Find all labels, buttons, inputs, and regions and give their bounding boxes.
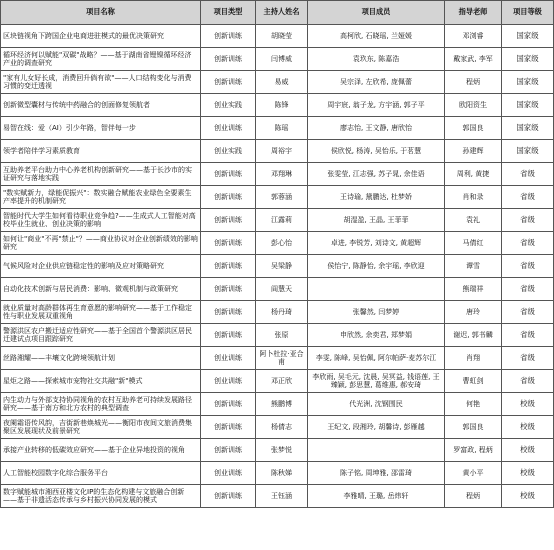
project-name-cell: 气候风险对企业供应链稳定性的影响及应对策略研究 <box>1 255 201 278</box>
level-cell: 省级 <box>502 370 554 393</box>
members-cell <box>308 278 445 301</box>
table-row <box>1 301 554 324</box>
leader-cell: 江露莉 <box>256 209 308 232</box>
members-cell: 卓进, 李锐芳, 刘诗文, 黄超辉 <box>308 232 445 255</box>
project-name-cell: 领学者陪伴学习素质教育 <box>1 140 201 163</box>
table-row <box>1 232 554 255</box>
table-body <box>1 25 554 508</box>
project-name-cell: 智能时代大学生如何看待职业竞争趋?——生成式人工智能对高校毕业生就业、创业决策的影响 <box>1 209 201 232</box>
members-cell: 王诗瑜, 黛鹏达, 杜梦娇 <box>308 186 445 209</box>
members-cell: 吴宗泽, 左欣希, 庞佩蕾 <box>308 71 445 94</box>
level-cell: 校级 <box>502 393 554 416</box>
mentor-cell: 黄小平 <box>445 462 502 485</box>
project-name-cell: 创新微型囊材与传统中药融合的创面修复领航者 <box>1 94 201 117</box>
members-cell: 张雯莹, 江志强, 苏子晁, 余佳语 <box>308 163 445 186</box>
table-row <box>1 324 554 347</box>
table-row <box>1 370 554 393</box>
project-type-cell: 创新训练 <box>201 301 256 324</box>
mentor-cell: 程炳 <box>445 71 502 94</box>
project-name-cell: 警源洪区农户搬迁适应性研究——基于全国首个警源洪区居民迁建试点项目跟踪研究 <box>1 324 201 347</box>
mentor-cell: 唐玲 <box>445 301 502 324</box>
header-leader: 主持人姓名 <box>256 1 308 25</box>
leader-cell: 闫博威 <box>256 48 308 71</box>
leader-cell: 王钰涵 <box>256 485 308 508</box>
level-cell: 国家级 <box>502 140 554 163</box>
mentor-cell: 郭国良 <box>445 416 502 439</box>
table-row <box>1 140 554 163</box>
project-name-cell: 夜阑霜语传风韵，吉街新巷焕城光——衡阳市夜间文旅消费集聚区发展现状及前景研究 <box>1 416 201 439</box>
project-type-cell: 创新训练 <box>201 71 256 94</box>
leader-cell: 阎慧天 <box>256 278 308 301</box>
header-level: 项目等级 <box>502 1 554 25</box>
table-row <box>1 462 554 485</box>
leader-cell: 吴梁静 <box>256 255 308 278</box>
table-row <box>1 485 554 508</box>
leader-cell: 周裕宇 <box>256 140 308 163</box>
project-name-cell: 互助养老平台助力中心养老机构创新研究——基于长沙市的实证研究与落地实践 <box>1 163 201 186</box>
mentor-cell: 袁礼 <box>445 209 502 232</box>
leader-cell: 邓翔琳 <box>256 163 308 186</box>
table-row <box>1 393 554 416</box>
members-cell: 侯欣悦, 杨涛, 吴怡乐, 于茗慧 <box>308 140 445 163</box>
leader-cell: 阿卜杜拉·亚合甫 <box>256 347 308 370</box>
members-cell: 陈子铭, 周坤雅, 邵雷琦 <box>308 462 445 485</box>
members-cell: 李雅晴, 王璐, 岳炜轩 <box>308 485 445 508</box>
leader-cell: 杨丹琦 <box>256 301 308 324</box>
leader-cell: 陈锋 <box>256 94 308 117</box>
project-type-cell: 创新训练 <box>201 278 256 301</box>
mentor-cell: 孙建辉 <box>445 140 502 163</box>
leader-cell: 张梦悦 <box>256 439 308 462</box>
project-type-cell: 创新训练 <box>201 25 256 48</box>
table-row <box>1 117 554 140</box>
leader-cell: 陈瑶 <box>256 117 308 140</box>
table-row <box>1 255 554 278</box>
mentor-cell: 肖翔 <box>445 347 502 370</box>
table-row <box>1 209 554 232</box>
project-type-cell: 创新训练 <box>201 163 256 186</box>
level-cell: 国家级 <box>502 94 554 117</box>
level-cell: 省级 <box>502 347 554 370</box>
table-row <box>1 48 554 71</box>
table-row <box>1 163 554 186</box>
project-name-cell: 丝路湘耀——丰壤文化跨境领航计划 <box>1 347 201 370</box>
leader-cell: 陈秋娣 <box>256 462 308 485</box>
project-type-cell: 创业实践 <box>201 140 256 163</box>
project-type-cell: 创新训练 <box>201 324 256 347</box>
members-cell: 高柯欣, 石晓瑶, 兰娅媛 <box>308 25 445 48</box>
members-cell: 申欣然, 余奕君, 郑梦娟 <box>308 324 445 347</box>
project-name-cell: 人工智能校园数字化综合服务平台 <box>1 462 201 485</box>
table-row <box>1 94 554 117</box>
mentor-cell: 邓浏睿 <box>445 25 502 48</box>
members-cell: 张馨然, 闫梦婷 <box>308 301 445 324</box>
level-cell: 国家级 <box>502 117 554 140</box>
table-row <box>1 439 554 462</box>
leader-cell: 张原 <box>256 324 308 347</box>
table-header-row <box>1 1 554 25</box>
project-type-cell: 创新训练 <box>201 393 256 416</box>
leader-cell: 杨倩志 <box>256 416 308 439</box>
leader-cell: 易威 <box>256 71 308 94</box>
mentor-cell: 肖和录 <box>445 186 502 209</box>
project-name-cell: 就业质量对高龄群体再生育意愿的影响研究——基于工作稳定性与职业发展双重视角 <box>1 301 201 324</box>
level-cell: 省级 <box>502 232 554 255</box>
project-name-cell: 星炬之路——探索城市宠物社交共融"新"模式 <box>1 370 201 393</box>
leader-cell: 胡晓莹 <box>256 25 308 48</box>
project-type-cell: 创业训练 <box>201 462 256 485</box>
members-cell: 廖志怡, 王文静, 唐欣怡 <box>308 117 445 140</box>
project-type-cell: 创业训练 <box>201 117 256 140</box>
level-cell: 校级 <box>502 416 554 439</box>
mentor-cell: 戴家武, 李军 <box>445 48 502 71</box>
mentor-cell: 熊瑞祥 <box>445 278 502 301</box>
mentor-cell: 何艳 <box>445 393 502 416</box>
members-cell: 胡湿盈, 王晶, 王菲菲 <box>308 209 445 232</box>
project-type-cell: 创业训练 <box>201 370 256 393</box>
level-cell: 国家级 <box>502 25 554 48</box>
project-type-cell: 创新训练 <box>201 439 256 462</box>
leader-cell: 郭蓉涵 <box>256 186 308 209</box>
mentor-cell: 马倩红 <box>445 232 502 255</box>
table-row <box>1 186 554 209</box>
level-cell: 省级 <box>502 163 554 186</box>
leader-cell: 邓正欣 <box>256 370 308 393</box>
project-type-cell: 创新训练 <box>201 209 256 232</box>
members-cell: 侯怡宁, 陈静怡, 余宇瑶, 李欣迎 <box>308 255 445 278</box>
level-cell: 校级 <box>502 462 554 485</box>
table-row <box>1 278 554 301</box>
table-row <box>1 71 554 94</box>
project-name-cell: 如何让"商业"不再"禁止"？——商业协议对企业创新绩效的影响研究 <box>1 232 201 255</box>
project-type-cell: 创业实践 <box>201 94 256 117</box>
mentor-cell: 周利, 黄捷 <box>445 163 502 186</box>
project-type-cell: 创新训练 <box>201 232 256 255</box>
table-row <box>1 416 554 439</box>
project-type-cell: 创新训练 <box>201 48 256 71</box>
members-cell <box>308 439 445 462</box>
header-project-name: 项目名称 <box>1 1 201 25</box>
members-cell: 李雯, 陈峰, 吴怡佩, 阿尔帕萨·麦苏尔江 <box>308 347 445 370</box>
mentor-cell: 罗富政, 程炳 <box>445 439 502 462</box>
level-cell: 省级 <box>502 278 554 301</box>
level-cell: 国家级 <box>502 71 554 94</box>
project-name-cell: 承接产业转移的低碳效应研究——基于企业异地投资的视角 <box>1 439 201 462</box>
members-cell: 周宇宸, 翁子龙, 方宇涵, 郭子平 <box>308 94 445 117</box>
mentor-cell: 谢迟, 郭书麟 <box>445 324 502 347</box>
project-type-cell: 创新训练 <box>201 255 256 278</box>
header-mentor: 指导老师 <box>445 1 502 25</box>
header-members: 项目成员 <box>308 1 445 25</box>
level-cell: 省级 <box>502 324 554 347</box>
members-cell: 李欣雨, 吴毛元, 沈晨, 吴冥益, 钱语莲, 王臻颖, 彭思慧, 葛维惠, 郝安琦 <box>308 370 445 393</box>
mentor-cell: 曹虹剑 <box>445 370 502 393</box>
mentor-cell: 程炳 <box>445 485 502 508</box>
project-name-cell: 数字赋能城市湘西亚楼文化IP的生态化构建与文旅融合创新——基于非遗活态传承与乡村振兴协同发展的模式 <box>1 485 201 508</box>
project-name-cell: 区块链视角下跨国企业电商进驻模式的最优决策研究 <box>1 25 201 48</box>
members-cell: 王纪文, 段湘玲, 胡馨诗, 彭雁越 <box>308 416 445 439</box>
leader-cell: 彭心怡 <box>256 232 308 255</box>
project-name-cell: "家有儿女好长成，消费回升倘有欲"——人口结构变化与消费习惯的变迁透视 <box>1 71 201 94</box>
level-cell: 省级 <box>502 186 554 209</box>
header-project-type: 项目类型 <box>201 1 256 25</box>
members-cell: 袁玖东, 陈嘉浩 <box>308 48 445 71</box>
level-cell: 省级 <box>502 209 554 232</box>
mentor-cell: 欧阳资生 <box>445 94 502 117</box>
table-row <box>1 25 554 48</box>
project-type-cell: 创业训练 <box>201 347 256 370</box>
level-cell: 校级 <box>502 439 554 462</box>
project-name-cell: 易智在线：爱（AI）引少年路，智伴每一步 <box>1 117 201 140</box>
project-name-cell: 循环经济何以赋能"双碳"战略？——基于湖南省锂镍循环经济产业的调查研究 <box>1 48 201 71</box>
level-cell: 国家级 <box>502 48 554 71</box>
level-cell: 省级 <box>502 301 554 324</box>
project-name-cell: 自动化技术创新与居民消费：影响、微观机制与政策研究 <box>1 278 201 301</box>
table-row <box>1 347 554 370</box>
project-name-cell: 内生动力与外部支持协同视角的农村互助养老可持续发展路径研究——基于南方和北方农村的典型调查 <box>1 393 201 416</box>
project-name-cell: "数实赋新力，绿能促振兴"：数实融合赋能农业绿色全要素生产率提升的机制研究 <box>1 186 201 209</box>
project-type-cell: 创新训练 <box>201 416 256 439</box>
mentor-cell: 谭雪 <box>445 255 502 278</box>
members-cell: 代光洲, 沈钢围民 <box>308 393 445 416</box>
mentor-cell: 郭国良 <box>445 117 502 140</box>
level-cell: 校级 <box>502 485 554 508</box>
level-cell: 省级 <box>502 255 554 278</box>
project-type-cell: 创新训练 <box>201 186 256 209</box>
project-type-cell: 创新训练 <box>201 485 256 508</box>
leader-cell: 熊鹏博 <box>256 393 308 416</box>
